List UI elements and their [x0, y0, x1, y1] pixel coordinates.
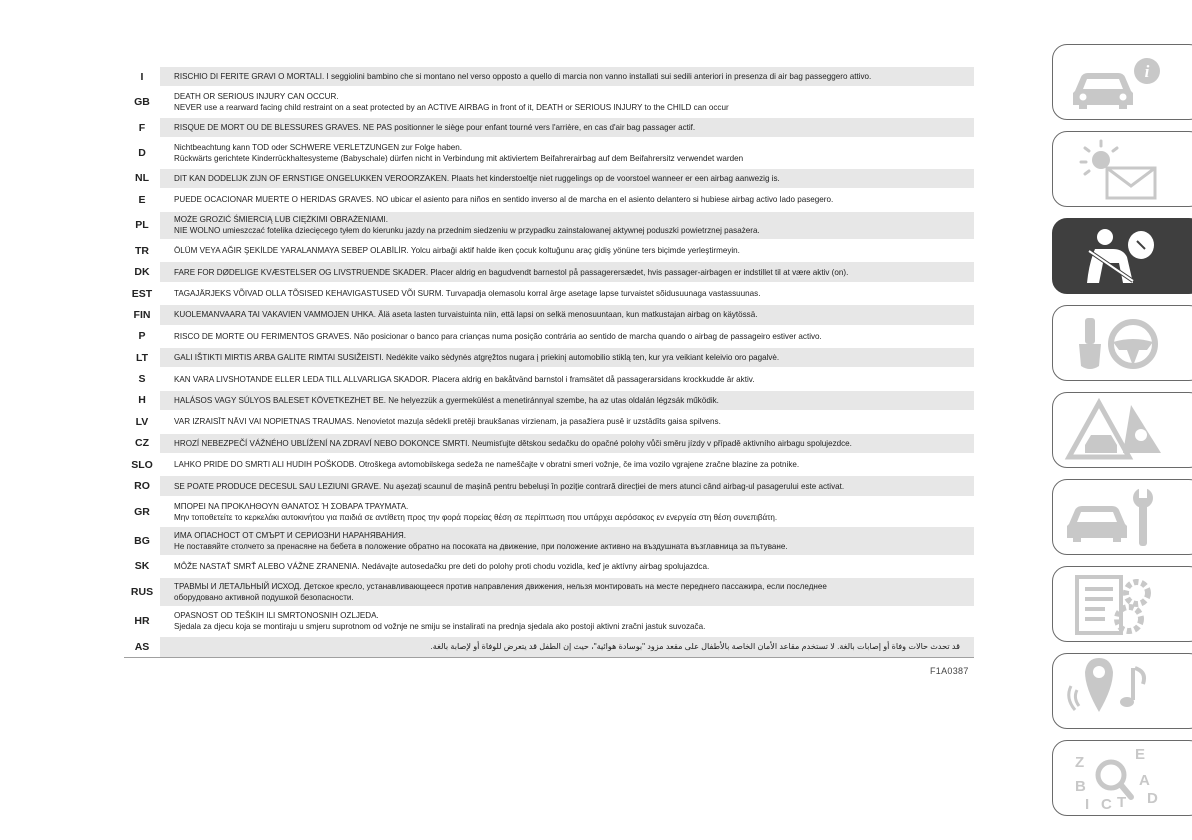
- sidebar-tab-emergency[interactable]: [1052, 392, 1192, 468]
- warning-text: [160, 475, 974, 496]
- warning-row-p: [124, 326, 974, 347]
- language-code: H: [124, 390, 160, 411]
- language-code: SK: [124, 556, 160, 577]
- warning-text: [160, 636, 974, 657]
- warning-headline: KAN VARA LIVSHOTANDE ELLER LEDA TILL ALLVARLIGA SKADOR. Placera aldrig en bakåtvänd barnstol i framsätet då passagerarsidans krockkudde är aktiv.: [174, 374, 755, 384]
- warning-text: [160, 304, 974, 325]
- warning-row-gb: [124, 87, 974, 117]
- warning-headline: قد تحدث حالات وفاة أو إصابات بالغة. لا تستخدم مقاعد الأمان الخاصة بالأطفال على مقعد مزود "بوسادة هوائية"، حيث إن الطفل قد يتعرض للوفاة أو لإصابة بالغة.: [430, 642, 960, 652]
- alphabet-index-icon: [1061, 745, 1173, 813]
- warning-text: [160, 326, 974, 347]
- warning-text: [160, 433, 974, 454]
- warning-row-lt: [124, 347, 974, 368]
- warning-headline: VAR IZRAISĪT NĀVI VAI NOPIETNAS TRAUMAS. Nenovietot mazuļa sēdekli pretēji braukšanas virzienam, ja pasažiera pusē ir uzstādīts gaisa spilvens.: [174, 417, 721, 427]
- warning-row-ro: [124, 475, 974, 496]
- warning-text: [160, 211, 974, 241]
- warning-text: [160, 454, 974, 475]
- language-code: AS: [124, 636, 160, 657]
- index-letter-c: C: [1101, 796, 1112, 813]
- language-code: NL: [124, 168, 160, 189]
- warning-row-rus: [124, 577, 974, 607]
- language-code: S: [124, 368, 160, 389]
- warning-headline: SE POATE PRODUCE DECESUL SAU LEZIUNI GRAVE. Nu așezați scaunul de mașină pentru bebeluși în poziție contrară direcției de mers atunci când airbag-ul pasagerului este activat.: [174, 481, 845, 491]
- airbag-seat-icon: [1061, 223, 1173, 291]
- warning-row-lv: [124, 411, 974, 432]
- warning-headline: ИМА ОПАСНОСТ ОТ СМЪРТ И СЕРИОЗНИ НАРАНЯВАНИЯ.: [174, 531, 407, 540]
- warning-headline: FARE FOR DØDELIGE KVÆSTELSER OG LIVSTRUENDE SKADER. Placer aldrig en bagudvendt barnestol på passagerersædet, hvis passager-airbagen er indstillet til at være aktiv (on).: [174, 267, 849, 277]
- warning-headline: PUEDE OCACIONAR MUERTE O HERIDAS GRAVES. NO ubicar el asiento para niños en sentido inverso al de marcha en el asiento delantero si hubiese airbag activo lado pasegero.: [174, 195, 834, 205]
- warning-headline: Nichtbeachtung kann TOD oder SCHWERE VERLETZUNGEN zur Folge haben.: [174, 143, 463, 153]
- warning-text: [160, 368, 974, 389]
- language-code: E: [124, 189, 160, 210]
- warning-row-s: [124, 368, 974, 389]
- warning-row-cz: [124, 433, 974, 454]
- warning-detail: Sjedala za djecu koja se montiraju u smjeru suprotnom od vožnje ne smiju se instalirati na prednja sjedala ako postoji aktivni zračni jastuk suvozača.: [174, 622, 706, 632]
- warning-row-fin: [124, 304, 974, 325]
- svg-text:i: i: [1144, 62, 1150, 81]
- warning-headline: MÔŽE NASTAŤ SMRŤ ALEBO VÁŽNE ZRANENIA. Nedávajte autosedačku pre deti do polohy proti chodu vozidla, keď je aktívny airbag spolujazdca.: [174, 561, 710, 571]
- warning-text: [160, 67, 974, 87]
- warning-row-e: [124, 189, 974, 210]
- warning-headline: RISQUE DE MORT OU DE BLESSURES GRAVES. NE PAS positionner le siège pour enfant tourné vers l'arrière, en cas d'air bag passager actif.: [174, 123, 696, 133]
- warning-headline: GALI IŠTIKTI MIRTIS ARBA GALITE RIMTAI SUSIŽEISTI. Nedėkite vaiko sėdynės atgręžtos nugara į priekinį automobilio stiklą ten, kur yra veikiant keleivio oro pagalvė.: [174, 353, 780, 363]
- warning-row-h: [124, 390, 974, 411]
- warning-headline: ТРАВМЫ И ЛЕТАЛЬНЫЙ ИСХОД. Детское кресло, устанавливающееся против направления движения, нельзя монтировать на месте переднего пассажира, если последнее: [174, 581, 827, 591]
- warning-row-est: [124, 283, 974, 304]
- warning-row-hr: [124, 607, 974, 637]
- warning-row-i: [124, 67, 974, 87]
- language-code: PL: [124, 211, 160, 241]
- warning-text: [160, 189, 974, 210]
- sidebar-tab-maintenance[interactable]: [1052, 479, 1192, 555]
- language-code: BG: [124, 526, 160, 556]
- index-letter-t: T: [1117, 794, 1127, 811]
- warning-text: [160, 347, 974, 368]
- warning-detail: оборудовано активной подушкой безопасности.: [174, 592, 354, 602]
- warning-row-pl: [124, 211, 974, 241]
- warning-row-tr: [124, 240, 974, 261]
- warning-row-slo: [124, 454, 974, 475]
- warning-text: [160, 117, 974, 138]
- language-code: DK: [124, 261, 160, 282]
- warning-triangle-car-icon: [1061, 397, 1173, 465]
- language-code: GR: [124, 497, 160, 527]
- index-letter-e: E: [1135, 746, 1146, 763]
- sidebar-tab-technical-data[interactable]: [1052, 566, 1192, 642]
- index-letter-b: B: [1075, 778, 1086, 795]
- warning-row-d: [124, 138, 974, 168]
- sidebar-tab-lights-messages[interactable]: [1052, 131, 1192, 207]
- warning-table-body: [124, 67, 974, 657]
- airbag-warning-table: [124, 67, 974, 658]
- language-code: D: [124, 138, 160, 168]
- language-code: HR: [124, 607, 160, 637]
- language-code: F: [124, 117, 160, 138]
- language-code: GB: [124, 87, 160, 117]
- index-letter-d: D: [1147, 790, 1158, 807]
- warning-row-sk: [124, 556, 974, 577]
- warning-headline: ΜΠΟΡΕΙ ΝΑ ΠΡΟΚΛΗΘΟΥΝ ΘΑΝΑΤΟΣ Ή ΣΟΒΑΡΑ ΤΡΑΥΜΑΤΑ.: [174, 501, 409, 511]
- figure-id-label: F1A0387: [930, 666, 969, 676]
- warning-text: [160, 607, 974, 637]
- map-music-icon: [1061, 658, 1173, 726]
- warning-headline: OPASNOST OD TEŠKIH ILI SMRTONOSNIH OZLJEDA.: [174, 611, 379, 621]
- language-code: EST: [124, 283, 160, 304]
- sidebar-tab-car-info[interactable]: [1052, 44, 1192, 120]
- index-letter-z: Z: [1075, 754, 1085, 771]
- language-code: SLO: [124, 454, 160, 475]
- document-gear-icon: [1061, 571, 1173, 639]
- sidebar-tab-multimedia[interactable]: [1052, 653, 1192, 729]
- warning-headline: MOŻE GROZIĆ ŚMIERCIĄ LUB CIĘŻKIMI OBRAŻENIAMI.: [174, 215, 389, 225]
- car-info-icon: [1061, 49, 1173, 117]
- warning-text: [160, 390, 974, 411]
- warning-text: [160, 283, 974, 304]
- warning-detail: NEVER use a rearward facing child restraint on a seat protected by an ACTIVE AIRBAG in front of it, DEATH or SERIOUS INJURY to the CHILD can occur: [174, 103, 729, 113]
- warning-row-gr: [124, 497, 974, 527]
- warning-text: [160, 168, 974, 189]
- language-code: P: [124, 326, 160, 347]
- warning-detail: NIE WOLNO umieszczać fotelika dziecięcego tyłem do kierunku jazdy na przednim siedzeniu w przypadku zainstalowanej aktywnej poduszki powietrznej pasażera.: [174, 226, 760, 236]
- language-code: TR: [124, 240, 160, 261]
- car-wrench-icon: [1061, 484, 1173, 552]
- warning-text: [160, 138, 974, 168]
- language-code: FIN: [124, 304, 160, 325]
- sidebar-tab-safety[interactable]: [1052, 218, 1192, 294]
- sidebar-tab-index[interactable]: [1052, 740, 1192, 816]
- warning-row-as: [124, 636, 974, 657]
- warning-text: [160, 261, 974, 282]
- warning-text: [160, 556, 974, 577]
- warning-row-nl: [124, 168, 974, 189]
- warning-row-dk: [124, 261, 974, 282]
- warning-detail: Не поставяйте столчето за пренасяне на бебета в положение обратно на посоката на движение, при положение активно на въздушната възглавница за пътуване.: [174, 542, 788, 551]
- warning-text: [160, 240, 974, 261]
- index-letter-a: A: [1139, 772, 1150, 789]
- warning-headline: HROZÍ NEBEZPEČÍ VÁŽNÉHO UBLÍŽENÍ NA ZDRAVÍ NEBO DOKONCE SMRTI. Neumisťujte dětskou sedačku do opačné polohy vůči směru jízdy v případě aktivního airbagu spolujezdce.: [174, 438, 852, 448]
- warning-text: [160, 411, 974, 432]
- warning-headline: RISCO DE MORTE OU FERIMENTOS GRAVES. Não posicionar o banco para crianças numa posição contrária ao sentido de marcha quando o airbag de passageiro estiver activo.: [174, 331, 822, 341]
- warning-text: [160, 526, 974, 556]
- warning-detail: Μην τοποθετείτε το κερκελάκι αυτοκινήτου για παιδιά σε αντίθετη προς την φορά πορείας θέση σε περίπτωση που υπάρχει αερόσακος εν ενεργεία στη θέση συνεπιβάτη.: [174, 512, 778, 522]
- warning-text: [160, 577, 974, 607]
- warning-headline: KUOLEMANVAARA TAI VAKAVIEN VAMMOJEN UHKA. Älä aseta lasten turvaistuinta niin, että lapsi on selkä menosuuntaan, kun matkustajan airbag on käytössä.: [174, 310, 758, 320]
- warning-headline: TAGAJÄRJEKS VÕIVAD OLLA TÕSISED KEHAVIGASTUSED VÕI SURM. Turvapadja olemasolu korral ärge asetage lapse turvaistet sõidusuunaga vastassuunas.: [174, 289, 761, 299]
- warning-headline: ÖLÜM VEYA AĞIR ŞEKİLDE YARALANMAYA SEBEP OLABİLİR. Yolcu airbaği aktif halde iken çocuk koltuğunu araç gidiş yönüne ters biçimde yerleştirmeyin.: [174, 246, 740, 256]
- language-code: CZ: [124, 433, 160, 454]
- warning-text: [160, 87, 974, 117]
- warning-headline: LAHKO PRIDE DO SMRTI ALI HUDIH POŠKODB. Otroškega avtomobilskega sedeža ne nameščajte v obratni smeri vožnje, če ima vozilo vgrajene zračne blazine za potnike.: [174, 460, 800, 470]
- warning-headline: RISCHIO DI FERITE GRAVI O MORTALI. I seggiolini bambino che si montano nel verso opposto a quello di marcia non vanno installati sui sedili anteriori in presenza di air bag passeggero attivo.: [174, 72, 872, 82]
- warning-text: [160, 497, 974, 527]
- warning-row-f: [124, 117, 974, 138]
- index-letter-i: I: [1085, 796, 1090, 813]
- language-code: I: [124, 67, 160, 87]
- warning-detail: Rückwärts gerichtete Kinderrückhaltesysteme (Babyschale) dürfen nicht in Verbindung mit aktiviertem Beifahrerairbag auf dem Beifahrersitz verwendet warden: [174, 154, 744, 164]
- warning-headline: DIT KAN DODELIJK ZIJN OF ERNSTIGE ONGELUKKEN VEROORZAKEN. Plaats het kinderstoeltje niet ruggelings op de voorstoel wanneer er een airbag aanwezig is.: [174, 173, 780, 183]
- warning-row-bg: [124, 526, 974, 556]
- language-code: RO: [124, 475, 160, 496]
- warning-headline: HALÁSOS VAGY SÚLYOS BALESET KÖVETKEZHET BE. Ne helyezzük a gyermekülést a menetiránnyal szembe, ha az utas oldalán légzsák működik.: [174, 395, 719, 405]
- sun-envelope-icon: [1061, 136, 1173, 204]
- language-code: RUS: [124, 577, 160, 607]
- language-code: LV: [124, 411, 160, 432]
- language-code: LT: [124, 347, 160, 368]
- sidebar-tab-starting-driving[interactable]: [1052, 305, 1192, 381]
- warning-headline: DEATH OR SERIOUS INJURY CAN OCCUR.: [174, 92, 339, 102]
- key-steering-wheel-icon: [1061, 310, 1173, 378]
